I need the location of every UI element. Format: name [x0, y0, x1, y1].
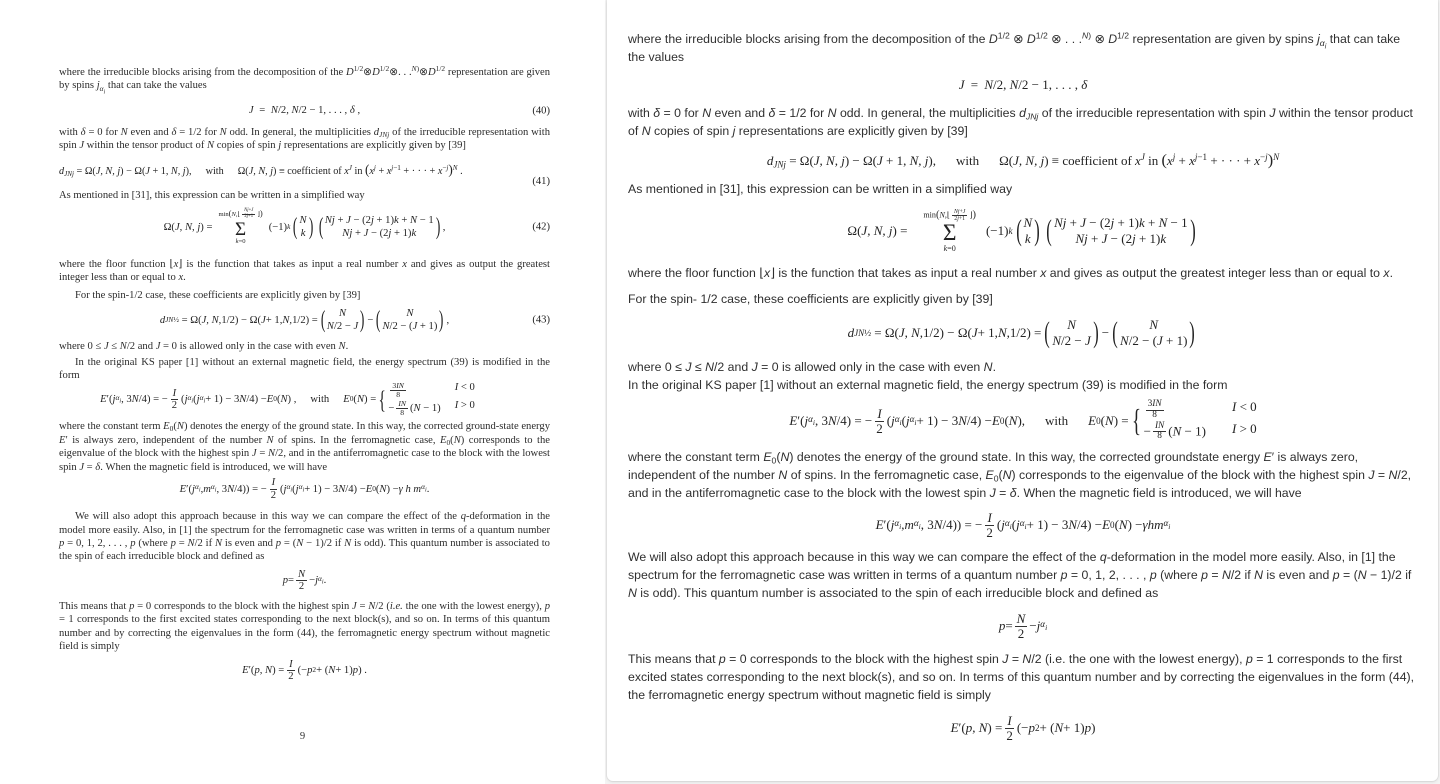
summation-symbol: min(N,⌊ $\frac{Nj+J}{2j+1}$ ⌋) Σ k=0 — [218, 207, 263, 245]
pdf-paragraph: As mentioned in [31], this expression can be written in a simplified way — [59, 189, 365, 201]
equation-47 — [59, 653, 550, 687]
equation-body: E ′( j $\alpha_i$ , m $\alpha_i$ , 3 N /4)) = − $\frac{I}{2}$ ( j $\alpha_i$ ( j $\alpha_i$ + 1) − 3 N /4) − E 0 ( N ) − γ h m $\alpha_i$ . — [179, 477, 430, 501]
card-paragraph: This means that p = 0 corresponds to the block with the highest spin J = N/2 (i.e. the one with the lowest energy), p = 1 corresponds to the first excited states corresponding to the next block(s), and so on. In terms of this quantum number and by correcting the eigenvalues in the form (44), the ferromagnetic energy spectrum without magnetic field is simply — [628, 652, 1415, 702]
card-equation-46 — [628, 602, 1418, 650]
equation-number: (41) — [532, 175, 550, 187]
equation-body: $d_{JNj} = \Omega(J$, N, j) − Ω(J + 1, N, j), with Ω(J, N, j) ≡ coefficient of $x^J$ in ($x^j + x^{j-1}$ + · · · + $x^{-j})^N$ . — [59, 161, 463, 178]
pdf-paragraph: where 0 ≤ J ≤ N/2 and J = 0 is allowed only in the case with even N. — [59, 341, 349, 353]
card-paragraph: As mentioned in [31], this expression can be written in a simplified way — [628, 182, 1013, 196]
pdf-paragraph: where the floor function ⌊x⌋ is the function that takes as input a real number x and gives as output the greatest integer less than or equal to x. — [59, 259, 550, 284]
equation-body: $d_{JNj} = \Omega(J$, N, j) − Ω(J + 1, N, j), with Ω(J, N, j) ≡ coefficient of $x^J$ in ($x^j + x^{j-1}$ + · · · + $x^{-j})^N$ — [766, 150, 1280, 170]
equation-body: E ′( j $\alpha_i$ , 3 N /4) = − $\frac{I}{2}$ ( j $\alpha_i$ ( j $\alpha_i$ + 1) − 3 N /4) − E 0 ( N ), with E 0 ( N ) = { $\frac{3IN}{8}$ I < 0 − $\frac{IN}{8}$ (N − 1) I > 0 — [789, 398, 1257, 442]
card-paragraph: where the irreducible blocks arising from the decomposition of the $D^{1/2}$ ⊗ $D^{1/2}$ ⊗ . . .$^{N)}$ ⊗ $D^{1/2}$ representation are given by spins $j_{\alpha_i}$ that can take the values — [628, 30, 1401, 64]
card-paragraph: For the spin- 1/2 case, these coefficients are explicitly given by [39] — [628, 292, 993, 306]
card-paragraph: where the floor function ⌊x⌋ is the function that takes as input a real number x and gives as output the greatest integer less than or equal to x. — [628, 266, 1393, 280]
pdf-paragraph: where the constant term $E_0(N)$ denotes the energy of the ground state. In this way, the corrected ground-state energy E′ is always zero, independent of the number N of spins. In the ferromagnetic case, $E_0(N)$ corresponds to the eigenvalue of the block with the highest spin J = N/2, and in the antiferromagnetic case to the block with the lowest spin J = δ. When the magnetic field is introduced, we will have — [59, 421, 550, 473]
card-paragraph: where the constant term $E_0(N)$ denotes the energy of the ground state. In this way, the corrected groundstate energy E′ is always zero, independent of the number N of spins. In the ferromagnetic case, $E_0(N)$ corresponds to the eigenvalue of the block with the highest spin J = N/2, and in the antiferromagnetic case to the block with the lowest spin J = δ. When the magnetic field is introduced, we will have — [628, 450, 1412, 500]
equation-body: Ω( J, N, j ) = min(N,⌊ $\frac{Nj+J}{2j+1}$ ⌋) Σ k=0 (−1) k ( N k ) ( Nj + J − (2j + 1)k + N − 1 Nj + J − (2j + 1)k ) — [847, 208, 1196, 254]
card-paragraph: where 0 ≤ J ≤ N/2 and J = 0 is allowed only in the case with even N. In the original KS paper [1] without an external magnetic field, the energy spectrum (39) is modified in the form — [628, 360, 1228, 392]
pdf-paragraph: with δ = 0 for N even and δ = 1/2 for N odd. In general, the multiplicities $d_{JNj}$ of the irreducible representation with spin J within the tensor product of N copies of spin j representations are explicitly given by [39] — [59, 126, 550, 152]
pdf-paragraph: We will also adopt this approach because in this way we can compare the effect of the q-deformation in the model more easily. Also, in [1] the spectrum for the ferromagnetic case was written in terms of a quantum number p = 0, 1, 2, . . . , p (where p = N/2 if N is even and p = (N − 1)/2 if N is odd). This quantum number is associated to the spin of each irreducible block and defined as — [59, 511, 551, 563]
pdf-paragraph: where the irreducible blocks arising from the decomposition of the $D^{1/2}\otimes D^{1/2}\otimes$. . $.^{N)}\otimes D^{1/2}$ representation are given by spins $j_{\alpha_i}$ that can take the values — [59, 63, 551, 96]
pdf-page-view — [0, 0, 605, 784]
equation-40 — [59, 101, 550, 121]
card-equation-44 — [628, 394, 1418, 448]
equation-number: (42) — [532, 221, 550, 233]
card-paragraph: with δ = 0 for N even and δ = 1/2 for N odd. In general, the multiplicities $d_{JNj}$ of the irreducible representation with spin J within the tensor product of N copies of spin j representations are explicitly given by [39] — [628, 106, 1413, 138]
equation-body: p = $\frac{N}{2}$ − j $\alpha_i$ — [998, 610, 1048, 641]
equation-body: E ′( p, N ) = $\frac{I}{2}$ (− p 2 + ( N + 1) p ) . — [242, 658, 367, 682]
pdf-paragraph: This means that p = 0 corresponds to the block with the highest spin J = N/2 (i.e. the one with the lowest energy), p = 1 corresponds to the first excited states corresponding to the next block(s), and so on. In terms of this quantum number and by correcting the eigenvalues in the form (44), the ferromagnetic energy spectrum without magnetic field is simply — [59, 600, 550, 652]
rendered-content — [628, 30, 1418, 752]
card-equation-42 — [628, 198, 1418, 264]
equation-number: (40) — [532, 105, 550, 117]
pdf-paragraph: In the original KS paper [1] without an external magnetic field, the energy spectrum (39) is modified in the form — [59, 356, 550, 382]
equation-body: p = $\frac{N}{2}$ − j $\alpha_i$ . — [282, 569, 327, 593]
card-equation-43 — [628, 308, 1418, 358]
pdf-text-column — [59, 63, 551, 687]
equation-body: d JN½ = Ω( J, N, 1/2) − Ω( J + 1, N, 1/2) = ( N N/2 − J ) − ( N N/2 − (J + 1) ) — [847, 316, 1196, 350]
equation-body: J = N/2, N/2 − 1, . . . , δ , — [248, 105, 361, 117]
equation-body: d JN½ = Ω( J, N, 1/2) − Ω( J + 1, N, 1/2) = ( N N/2 − J ) − ( N N/2 − (J + 1) ) , — [159, 306, 450, 334]
card-equation-47 — [628, 704, 1418, 752]
rendered-markdown-card — [607, 0, 1438, 781]
card-equation-45 — [628, 502, 1418, 548]
equation-body: Ω( J, N, j ) = min(N,⌊ $\frac{Nj+J}{2j+1}$ ⌋) Σ k=0 (−1) k ( N k ) ( Nj + J − (2j + 1)k + N − 1 Nj + J − (2j + 1)k ) , — [163, 207, 446, 245]
equation-body: E ′( p, N ) = $\frac{I}{2}$ (− p 2 + ( N + 1) p ) — [950, 712, 1096, 743]
equation-44 — [59, 382, 550, 416]
equation-body: E ′( j $\alpha_i$ , m $\alpha_i$ , 3 N /4)) = − $\frac{I}{2}$ ( j $\alpha_i$ ( j $\alpha_i$ + 1) − 3 N /4) − E 0 ( N ) − γhm $\alpha_i$ — [875, 509, 1171, 540]
equation-43 — [59, 302, 550, 338]
card-equation-40 — [628, 66, 1418, 104]
equation-number: (43) — [532, 314, 550, 326]
card-paragraph: We will also adopt this approach because in this way we can compare the effect of the q-deformation in the model more easily. Also, in [1] the spectrum for the ferromagnetic case was written in terms of a quantum number p = 0, 1, 2, . . . , p (where p = N/2 if N is even and p = (N − 1)/2 if N is odd). This quantum number is associated to the spin of each irreducible block and defined as — [628, 550, 1412, 600]
equation-45 — [59, 474, 550, 504]
page-number: 9 — [299, 731, 306, 742]
equation-46 — [59, 564, 550, 598]
equation-body: J = N/2, N/2 − 1, . . . , δ — [958, 77, 1088, 92]
equation-42 — [59, 202, 550, 252]
equation-41 — [59, 159, 550, 187]
equation-body: E ′( j $\alpha_i$ , 3 N /4) = − $\frac{I}{2}$ ( j $\alpha_i$ ( j $\alpha_i$ + 1) − 3 N /4) − E 0 ( N ) , with E 0 ( N ) = { $\frac{3IN}{8}$ I < 0 − $\frac{IN}{8}$ (N − 1) I > 0 — [100, 380, 475, 417]
card-equation-41 — [628, 140, 1418, 180]
pdf-paragraph: For the spin-1/2 case, these coefficients are explicitly given by [39] — [75, 289, 361, 301]
summation-symbol: min(N,⌊ $\frac{Nj+J}{2j+1}$ ⌋) Σ k=0 — [923, 208, 976, 254]
